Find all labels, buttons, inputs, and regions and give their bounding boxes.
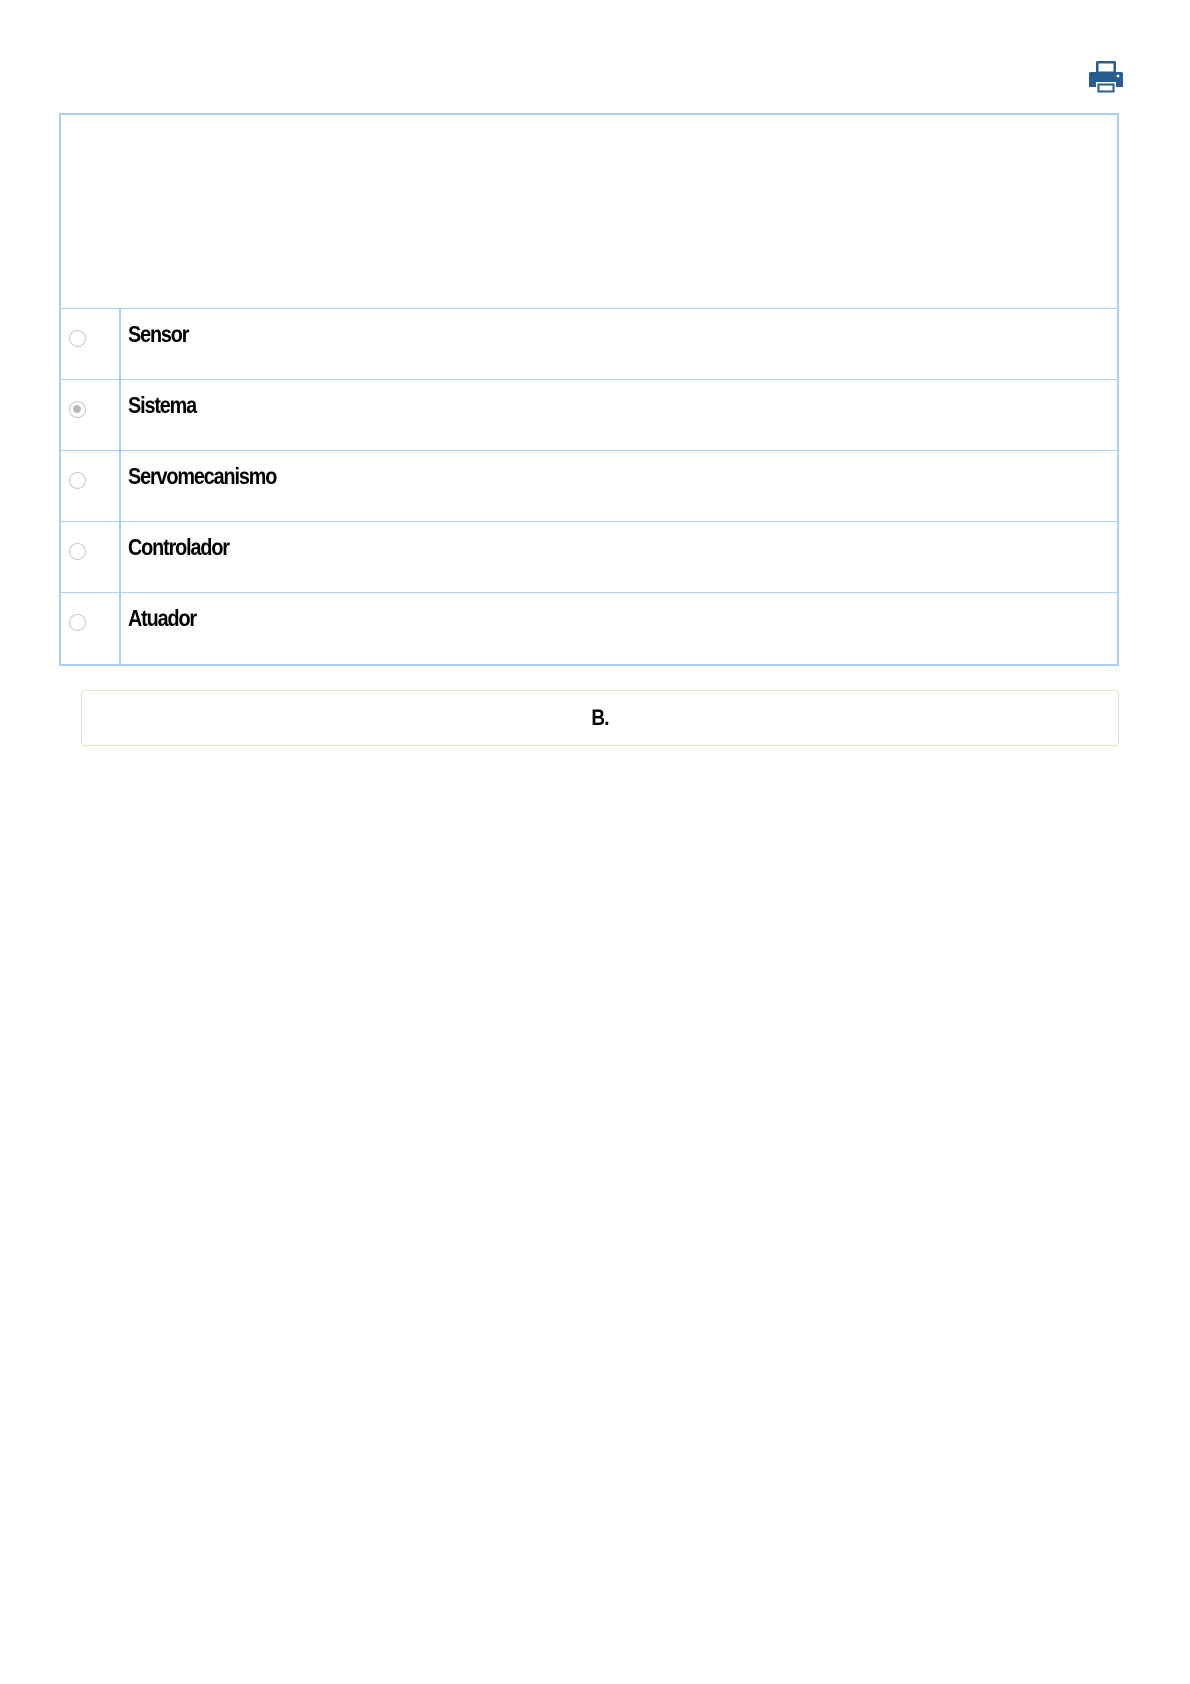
- radio-cell: [61, 309, 121, 379]
- radio-cell: [61, 593, 121, 664]
- option-label: Atuador: [128, 605, 196, 631]
- option-label: Sensor: [128, 321, 189, 347]
- option-row-controlador[interactable]: [61, 522, 1117, 593]
- option-radio-controlador[interactable]: [69, 543, 86, 560]
- option-label-cell: [121, 309, 1117, 379]
- option-label-cell: [121, 593, 1117, 664]
- question-table: [59, 113, 1119, 666]
- printer-icon: [1088, 60, 1124, 94]
- print-button[interactable]: [1088, 60, 1124, 94]
- option-label-cell: [121, 380, 1117, 450]
- question-text: [61, 115, 1117, 309]
- option-radio-sensor[interactable]: [69, 330, 86, 347]
- option-row-servomecanismo[interactable]: [61, 451, 1117, 522]
- option-radio-sistema[interactable]: [69, 401, 86, 418]
- option-row-atuador[interactable]: [61, 593, 1117, 664]
- option-label-cell: [121, 451, 1117, 521]
- option-radio-servomecanismo[interactable]: [69, 472, 86, 489]
- option-label: Controlador: [128, 534, 229, 560]
- option-label: Servomecanismo: [128, 463, 277, 489]
- answer-feedback-box: [81, 690, 1119, 746]
- option-row-sistema[interactable]: [61, 380, 1117, 451]
- option-radio-atuador[interactable]: [69, 614, 86, 631]
- option-label: Sistema: [128, 392, 197, 418]
- option-label-cell: [121, 522, 1117, 592]
- option-row-sensor[interactable]: [61, 309, 1117, 380]
- radio-cell: [61, 522, 121, 592]
- radio-cell: [61, 380, 121, 450]
- radio-cell: [61, 451, 121, 521]
- answer-text: B.: [591, 705, 609, 730]
